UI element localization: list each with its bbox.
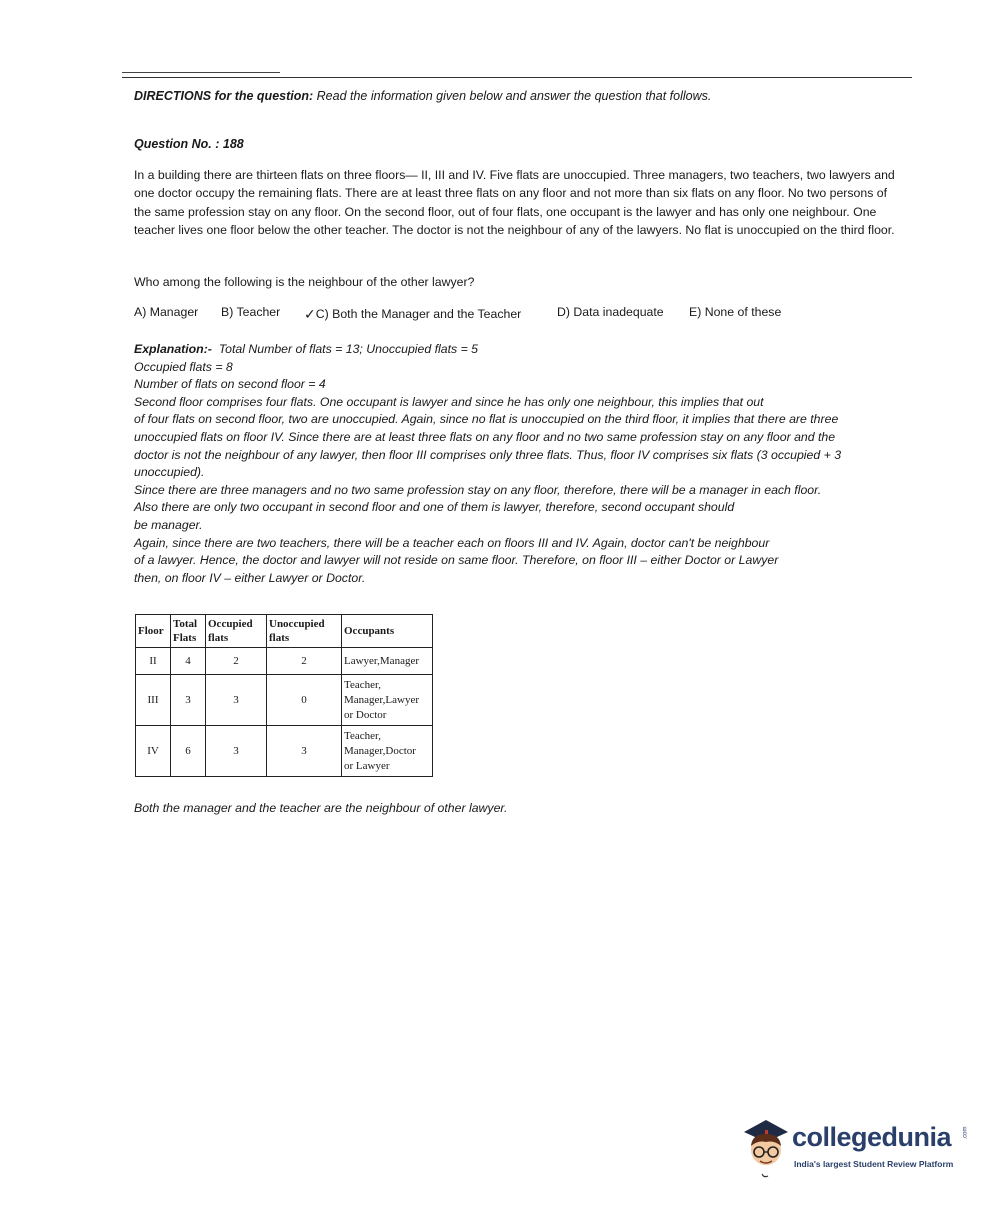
option-c-label: C) Both the Manager and the Teacher <box>315 307 522 321</box>
explanation-line: Second floor comprises four flats. One occupant is lawyer and since he has only one neighbour, this implies that out <box>134 394 764 409</box>
question-passage: In a building there are thirteen flats on three floors— II, III and IV. Five flats are unoccupied. Three managers, two teachers, two lawyers and one doctor occupy the remaining flats. There are at least three flats on any floor and not more than six flats on any floor. No two persons of the same profession stay on any floor. On the second floor, out of four flats, one occupant is the lawyer and has only one neighbour. One teacher lives one floor below the other teacher. The doctor is not the neighbour of any of the lawyers. No flat is unoccupied on the third floor. <box>134 168 895 237</box>
cell-floor: II <box>136 648 171 675</box>
explanation <box>134 341 904 587</box>
cell-occupants: Teacher, Manager,Lawyer or Doctor <box>342 675 433 726</box>
explanation-line: of a lawyer. Hence, the doctor and lawyer will not reside on same floor. Therefore, on floor III – either Doctor or Lawyer <box>134 553 779 568</box>
floors-table <box>135 614 433 777</box>
cell-floor: IV <box>136 726 171 777</box>
cell-unoccupied: 0 <box>267 675 342 726</box>
header-total-flats: Total Flats <box>171 615 206 648</box>
cell-occupied: 2 <box>206 648 267 675</box>
table-row <box>136 726 433 777</box>
question-number: Question No. : 188 <box>134 137 244 151</box>
explanation-line: Since there are three managers and no two same profession stay on any floor, therefore, there will be a manager in each floor. <box>134 482 822 497</box>
option-b: B) Teacher <box>221 305 281 319</box>
explanation-line: unoccupied flats on floor IV. Since there are at least three flats on any floor and no two same profession stay on any floor and the <box>134 429 836 444</box>
explanation-line: unoccupied). <box>134 465 205 480</box>
header-occupied-flats: Occupied flats <box>206 615 267 648</box>
brand-suffix: .com <box>962 1126 969 1140</box>
option-a: A) Manager <box>134 305 199 319</box>
cell-occupants: Lawyer,Manager <box>342 648 433 675</box>
explanation-line: doctor is not the neighbour of any lawyer, then floor III comprises only three flats. Thus, floor IV comprises six flats (3 occupied + 3 <box>134 447 842 462</box>
directions-text: Read the information given below and answer the question that follows. <box>316 89 712 103</box>
table-row <box>136 675 433 726</box>
explanation-line: then, on floor IV – either Lawyer or Doctor. <box>134 570 366 585</box>
explanation-line: be manager. <box>134 517 203 532</box>
explanation-line: of four flats on second floor, two are unoccupied. Again, since no flat is unoccupied on the third floor, it implies that there are three <box>134 412 839 427</box>
directions <box>134 89 711 103</box>
header-floor: Floor <box>136 615 171 648</box>
table-header-row <box>136 615 433 648</box>
brand-name: collegedunia <box>792 1122 952 1152</box>
brand-logo <box>738 1112 968 1182</box>
cell-unoccupied: 2 <box>267 648 342 675</box>
question-ask: Who among the following is the neighbour of the other lawyer? <box>134 275 475 289</box>
conclusion: Both the manager and the teacher are the neighbour of other lawyer. <box>134 801 508 815</box>
explanation-line: Again, since there are two teachers, there will be a teacher each on floors III and IV. Again, doctor can't be neighbour <box>134 535 770 550</box>
directions-label: DIRECTIONS for the question: <box>134 89 314 103</box>
header-occupants: Occupants <box>342 615 433 648</box>
check-icon: ✓ <box>304 306 316 322</box>
cell-occupied: 3 <box>206 726 267 777</box>
table-row <box>136 648 433 675</box>
cell-occupied: 3 <box>206 675 267 726</box>
explanation-line: Explanation:- Total Number of flats = 13; Unoccupied flats = 5 <box>134 342 479 356</box>
explanation-line: Also there are only two occupant in second floor and one of them is lawyer, therefore, second occupant should <box>134 500 735 515</box>
header-unoccupied-flats: Unoccupied flats <box>267 615 342 648</box>
explanation-line: Occupied flats = 8 <box>134 359 233 374</box>
cell-total: 3 <box>171 675 206 726</box>
explanation-line: Number of flats on second floor = 4 <box>134 377 326 392</box>
explanation-label: Explanation:- <box>134 342 212 356</box>
cell-occupants: Teacher, Manager,Doctor or Lawyer <box>342 726 433 777</box>
brand-tagline: India's largest Student Review Platform <box>794 1159 954 1169</box>
mascot-icon <box>738 1112 794 1182</box>
cell-total: 4 <box>171 648 206 675</box>
cell-total: 6 <box>171 726 206 777</box>
option-e: E) None of these <box>689 305 782 319</box>
top-short-rule <box>122 72 280 73</box>
cell-unoccupied: 3 <box>267 726 342 777</box>
top-rule <box>122 77 912 78</box>
cell-floor: III <box>136 675 171 726</box>
option-d: D) Data inadequate <box>557 305 664 319</box>
option-c <box>304 305 521 322</box>
